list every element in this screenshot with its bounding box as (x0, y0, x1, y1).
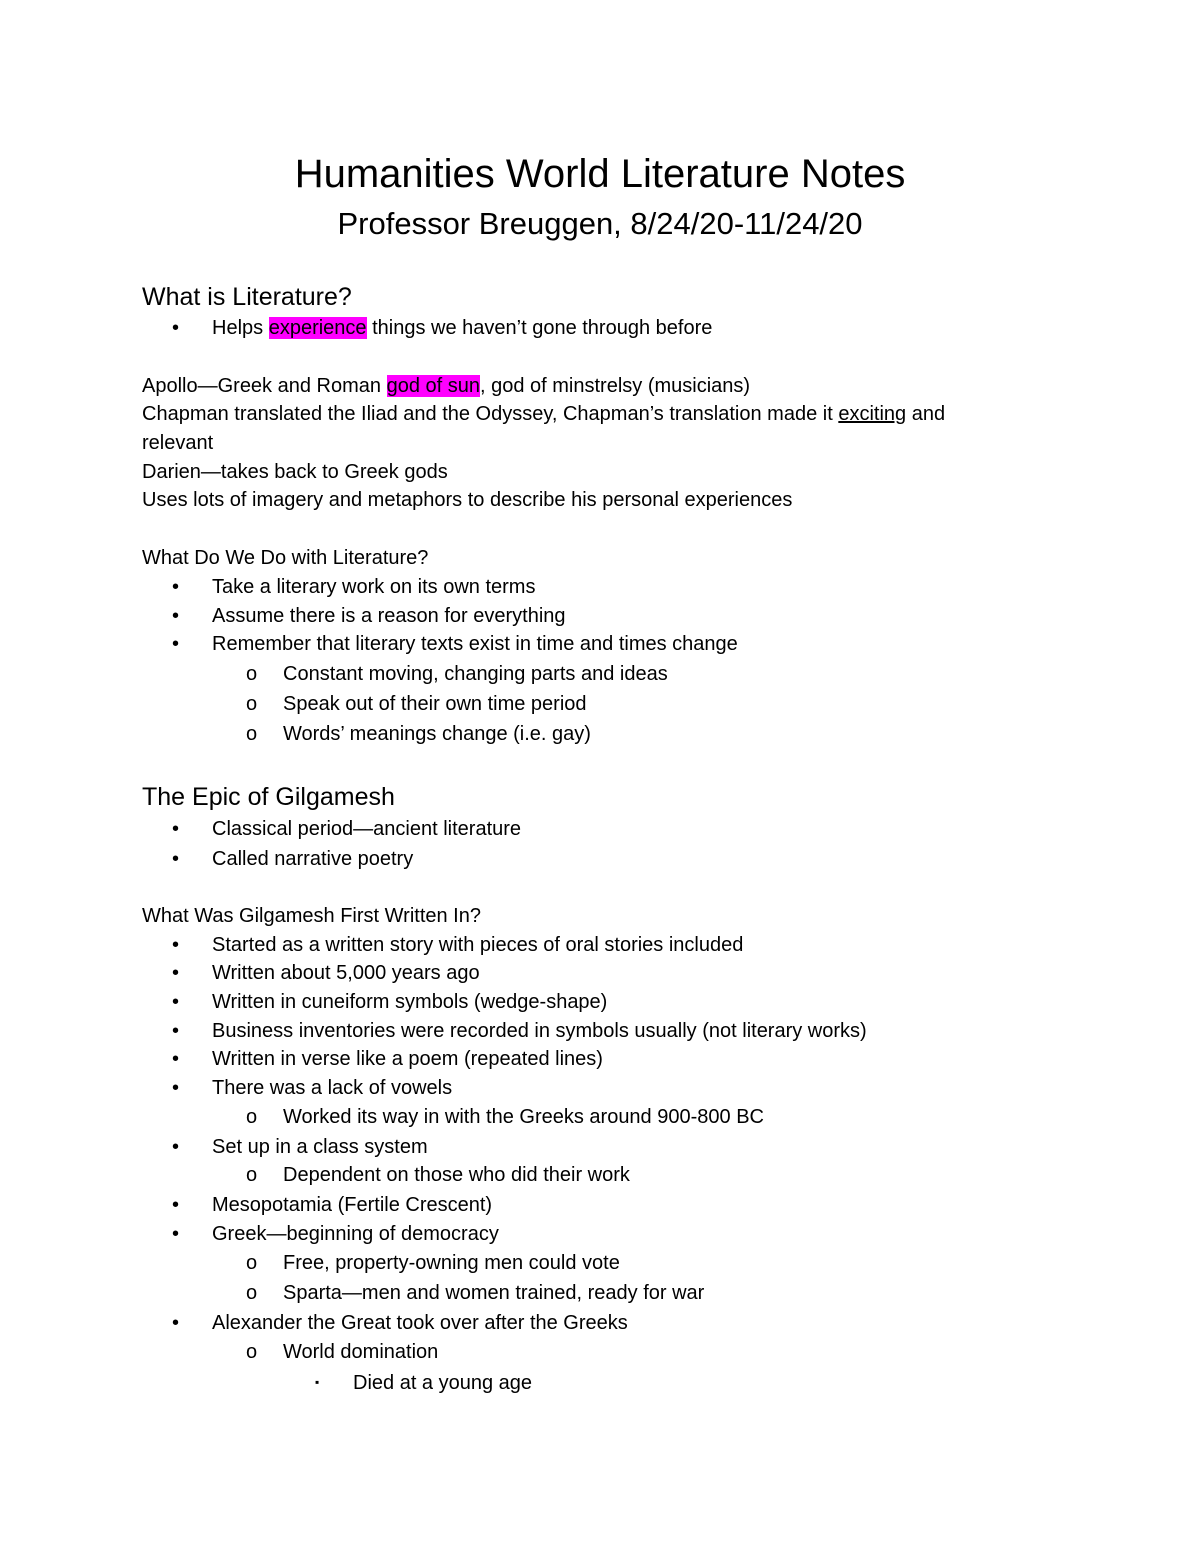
bullet-icon: • (172, 576, 180, 598)
bullet-icon: • (172, 1194, 180, 1216)
section-heading-first-written-in: What Was Gilgamesh First Written In? (142, 905, 481, 927)
circle-bullet-icon: o (246, 693, 258, 715)
bullet-icon: • (172, 317, 180, 339)
document-title: Humanities World Literature Notes (294, 152, 906, 196)
highlighted-text: experience (268, 317, 367, 339)
paragraph-line: Chapman translated the Iliad and the Odyssey, Chapman’s translation made it exciting and (142, 403, 946, 425)
list-item: • Called narrative poetry (172, 845, 413, 873)
list-item: • Classical period—ancient literature (172, 815, 521, 843)
list-item: o Free, property-owning men could vote (246, 1249, 620, 1277)
bullet-icon: • (172, 1020, 180, 1042)
bullet-icon: • (172, 818, 180, 840)
list-item: o Sparta—men and women trained, ready for war (246, 1279, 704, 1307)
list-item: ▪ Died at a young age (315, 1368, 532, 1397)
circle-bullet-icon: o (246, 723, 258, 745)
list-item: • Alexander the Great took over after the Greeks (172, 1309, 628, 1337)
list-item: • Business inventories were recorded in symbols usually (not literary works) (172, 1017, 867, 1045)
list-item: • Written about 5,000 years ago (172, 959, 480, 987)
list-item: • Remember that literary texts exist in time and times change (172, 630, 738, 658)
list-item: • Greek—beginning of democracy (172, 1220, 499, 1248)
list-item: o Constant moving, changing parts and ideas (246, 660, 668, 688)
paragraph-line: Darien—takes back to Greek gods (142, 461, 448, 483)
bullet-icon: • (172, 633, 180, 655)
list-item: • Set up in a class system (172, 1133, 428, 1161)
circle-bullet-icon: o (246, 1164, 258, 1186)
list-item: o Worked its way in with the Greeks around 900-800 BC (246, 1103, 764, 1131)
list-item: • Take a literary work on its own terms (172, 573, 535, 601)
list-item: • Started as a written story with pieces of oral stories included (172, 931, 743, 959)
paragraph-line: Uses lots of imagery and metaphors to describe his personal experiences (142, 489, 793, 511)
bullet-icon: • (172, 605, 180, 627)
list-item: • Assume there is a reason for everything (172, 602, 566, 630)
list-item: o Speak out of their own time period (246, 690, 587, 718)
circle-bullet-icon: o (246, 1341, 258, 1363)
bullet-icon: • (172, 934, 180, 956)
highlighted-text: god of sun (386, 375, 480, 397)
list-item: • Mesopotamia (Fertile Crescent) (172, 1191, 492, 1219)
list-item: o World domination (246, 1338, 438, 1366)
bullet-icon: • (172, 962, 180, 984)
circle-bullet-icon: o (246, 1282, 258, 1304)
bullet-icon: • (172, 1312, 180, 1334)
paragraph-line: Apollo—Greek and Roman god of sun, god of minstrelsy (musicians) (142, 375, 751, 397)
bullet-icon: • (172, 1077, 180, 1099)
section-heading-what-do-we-do: What Do We Do with Literature? (142, 547, 429, 569)
circle-bullet-icon: o (246, 663, 258, 685)
list-item: o Words’ meanings change (i.e. gay) (246, 720, 591, 748)
document-subtitle: Professor Breuggen, 8/24/20-11/24/20 (337, 206, 863, 241)
square-bullet-icon: ▪ (315, 1375, 320, 1389)
circle-bullet-icon: o (246, 1106, 258, 1128)
underlined-text: exciting (838, 403, 907, 425)
list-item: • Helps experience things we haven’t gone through before (172, 314, 712, 342)
paragraph-line: relevant (142, 432, 214, 454)
circle-bullet-icon: o (246, 1252, 258, 1274)
bullet-icon: • (172, 848, 180, 870)
bullet-icon: • (172, 991, 180, 1013)
section-heading-epic-of-gilgamesh: The Epic of Gilgamesh (142, 783, 395, 811)
section-heading-what-is-literature: What is Literature? (142, 283, 352, 311)
list-item: o Dependent on those who did their work (246, 1161, 630, 1189)
bullet-icon: • (172, 1048, 180, 1070)
bullet-icon: • (172, 1223, 180, 1245)
list-item: • Written in cuneiform symbols (wedge-shape) (172, 988, 607, 1016)
list-item: • Written in verse like a poem (repeated lines) (172, 1045, 603, 1073)
bullet-icon: • (172, 1136, 180, 1158)
list-item: • There was a lack of vowels (172, 1074, 452, 1102)
